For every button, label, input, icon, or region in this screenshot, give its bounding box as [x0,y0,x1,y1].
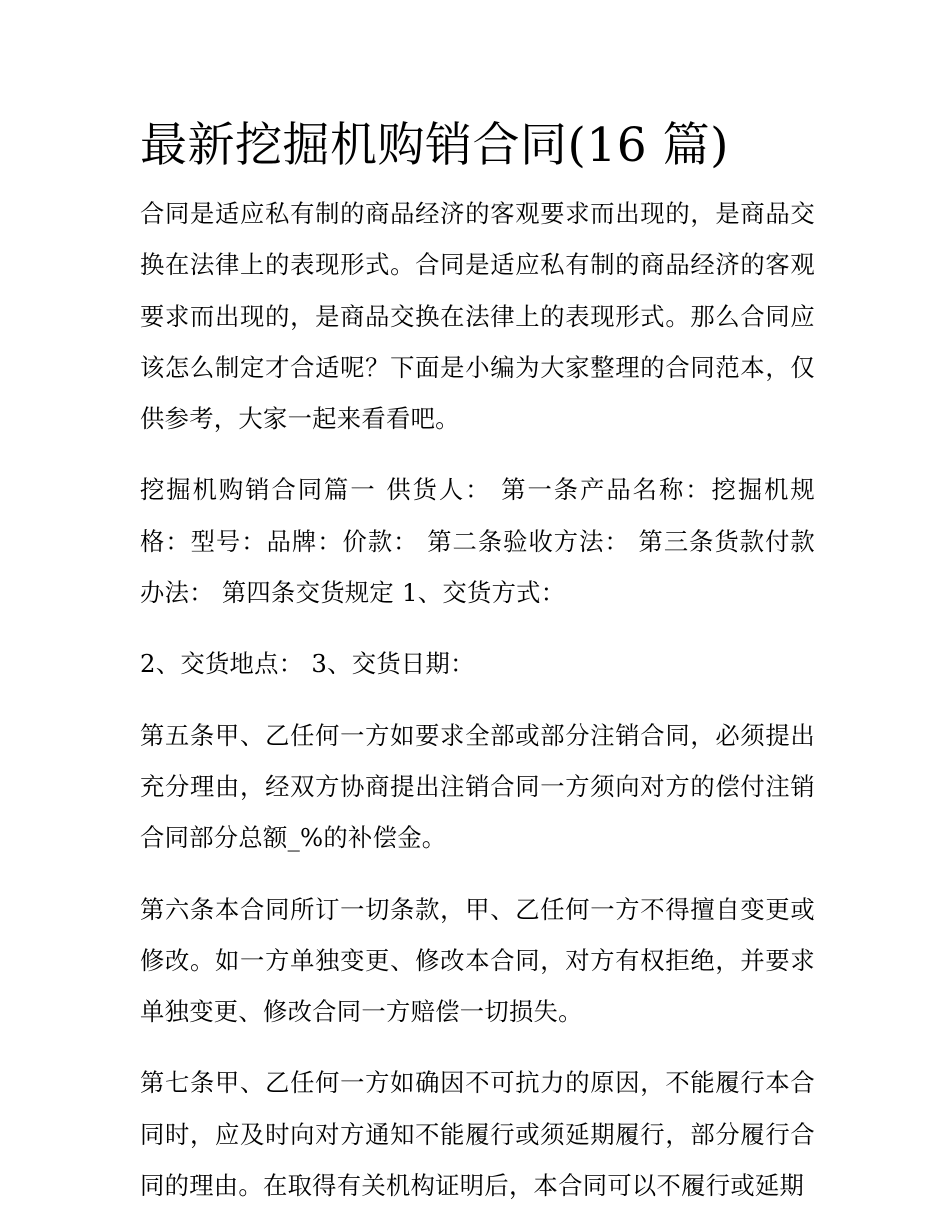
paragraph-article-7: 第七条甲、乙任何一方如确因不可抗力的原因，不能履行本合同时，应及时向对方通知不能履行或须延期履行，部分履行合同的理由。在取得有关机构证明后，本合同可以不履行或延期 [140,1068,815,1201]
document-title: 最新挖掘机购销合同(16 篇) [140,118,729,173]
paragraph-intro: 合同是适应私有制的商品经济的客观要求而出现的，是商品交换在法律上的表现形式。合同是适应私有制的商品经济的客观要求而出现的，是商品交换在法律上的表现形式。那么合同应该怎么制定才合适呢？下面是小编为大家整理的合同范本，仅供参考，大家一起来看看吧。 [140,199,815,434]
title-block [140,114,815,178]
paragraph-article-1-4: 挖掘机购销合同篇一 供货人： 第一条产品名称：挖掘机规格：型号：品牌：价款： 第二条验收方法： 第三条货款付款办法： 第四条交货规定 1、交货方式： [140,475,815,608]
paragraph-delivery: 2、交货地点： 3、交货日期： [140,649,475,679]
document-body [140,114,815,1211]
paragraph-article-5: 第五条甲、乙任何一方如要求全部或部分注销合同，必须提出充分理由，经双方协商提出注销合同一方须向对方的偿付注销合同部分总额_%的补偿金。 [140,720,815,853]
paragraph-article-6: 第六条本合同所订一切条款，甲、乙任何一方不得擅自变更或修改。如一方单独变更、修改本合同，对方有权拒绝，并要求单独变更、修改合同一方赔偿一切损失。 [140,894,815,1027]
